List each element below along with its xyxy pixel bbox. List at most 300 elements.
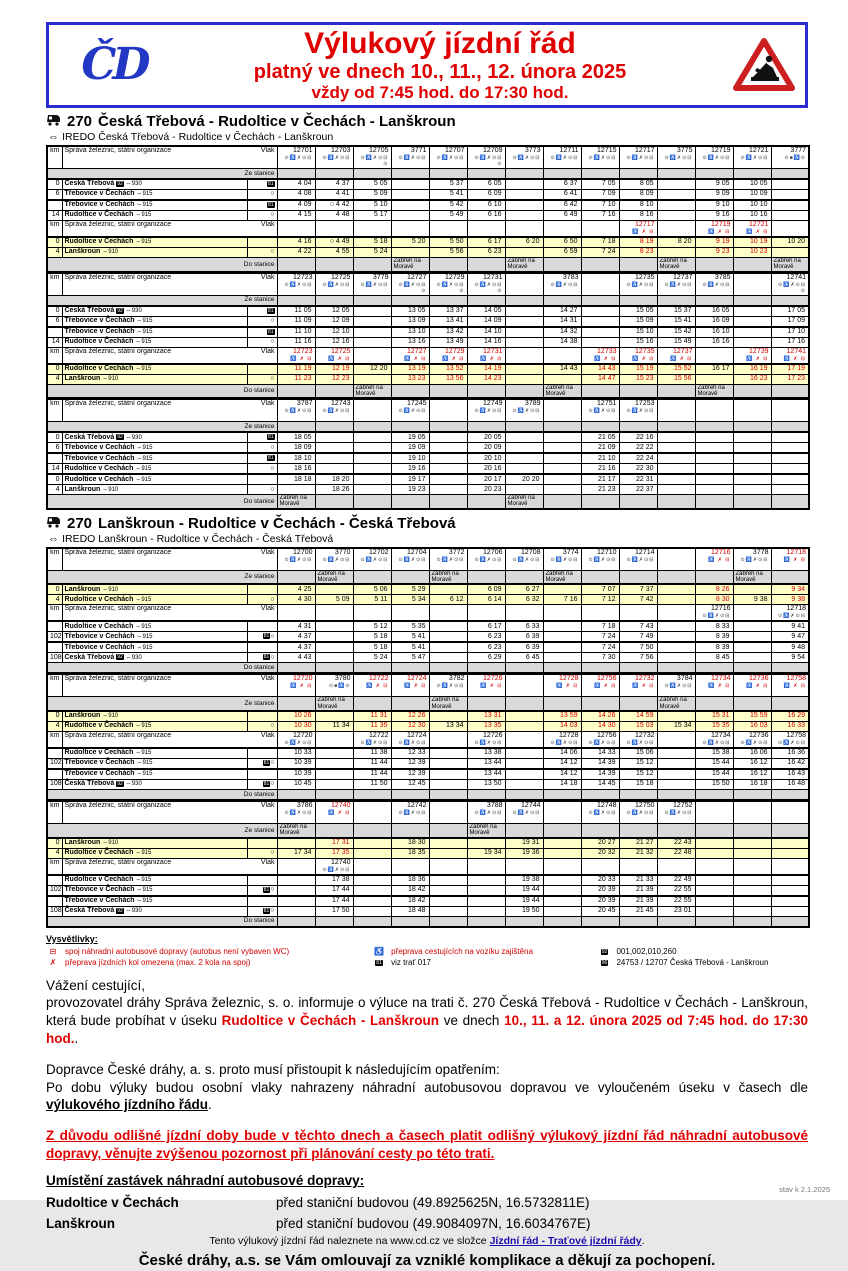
train-number-cell — [657, 731, 695, 748]
time-cell: 15 41 — [657, 316, 695, 327]
zone-cell — [429, 916, 467, 927]
time-cell — [315, 443, 353, 454]
station-cell: Rudoltice v Čechách ⇔915 — [62, 621, 247, 632]
time-cell: 13 09 — [391, 316, 429, 327]
zone-cell — [315, 258, 353, 272]
time-cell: 6 09 — [467, 584, 505, 595]
train-number-cell — [429, 399, 467, 422]
time-cell: 5 34 — [391, 595, 429, 605]
zone-cell — [505, 823, 543, 837]
timetable-folder-link[interactable]: Jízdní řád - Traťové jízdní řády — [489, 1235, 642, 1248]
zone-cell: Zábřeh na Moravě — [733, 570, 771, 584]
time-cell — [505, 200, 543, 211]
train-number-cell: 12703 ⊙♿✗⊙⊟ — [315, 146, 353, 169]
time-cell — [771, 474, 809, 485]
zone-cell — [391, 570, 429, 584]
time-cell — [505, 374, 543, 384]
warning-paragraph: Z důvodu odlišné jízdní doby bude v těchto dnech a časech platit odlišný výlukový jízdní řád náhradní autobusové dopravy, věnujte zvýšenou pozornost při plánování cesty po této trati. — [46, 1128, 808, 1162]
time-cell: 13 35 — [467, 721, 505, 731]
time-cell: 12 23 — [315, 374, 353, 384]
zone-cell — [695, 823, 733, 837]
zone-cell — [277, 916, 315, 927]
time-cell: 10 10 — [733, 200, 771, 211]
zone-cell: Zábřeh na Moravě — [277, 495, 315, 509]
time-cell — [543, 432, 581, 443]
time-cell: 11 16 — [277, 337, 315, 347]
time-cell — [505, 485, 543, 495]
station-cell: Česká Třebová 92 ⇔930 — [62, 653, 247, 663]
time-cell: 9 48 — [771, 642, 809, 653]
time-cell — [543, 642, 581, 653]
time-cell: 14 32 — [543, 327, 581, 338]
time-cell: 15 10 — [619, 327, 657, 338]
time-cell: 6 20 — [505, 237, 543, 248]
time-cell: 16 18 — [733, 779, 771, 789]
train-number-cell: 12702 ⊙♿✗⊙⊟ — [353, 548, 391, 571]
zone-cell — [467, 169, 505, 180]
org-header-label: Správa železnic, státní organizace Vlak — [62, 548, 277, 571]
time-cell: 7 09 — [581, 190, 619, 201]
time-cell: 16 29 — [771, 711, 809, 722]
zone-cell — [771, 422, 809, 433]
time-cell: 14 43 — [581, 364, 619, 375]
train-number-cell: 12723 ♿ ✗ ⊟ — [277, 347, 315, 364]
time-cell — [315, 642, 353, 653]
zone-cell — [429, 823, 467, 837]
time-cell: 6 32 — [505, 595, 543, 605]
km-cell: 14 — [47, 337, 62, 347]
symbol-cell — [247, 748, 277, 759]
symbol-cell: 81 — [247, 306, 277, 317]
time-cell — [467, 885, 505, 896]
zone-cell: Zábřeh na Moravě — [657, 258, 695, 272]
zone-cell — [543, 258, 581, 272]
time-cell: 23 01 — [657, 906, 695, 916]
org-header-label: Správa železnic, státní organizace Vlak — [62, 858, 277, 875]
zone-cell — [353, 169, 391, 180]
zone-label: Do stanice — [47, 384, 277, 398]
time-cell — [771, 179, 809, 190]
time-cell — [771, 838, 809, 849]
train-number-cell — [277, 858, 315, 875]
salutation: Vážení cestující, — [46, 977, 146, 993]
time-cell — [429, 779, 467, 789]
stop-desc: před staniční budovou (49.9084097N, 16.6034767E) — [276, 1215, 591, 1231]
zone-label: Ze stanice — [47, 422, 277, 433]
time-cell: 11 19 — [277, 364, 315, 375]
time-cell: 8 45 — [695, 653, 733, 663]
time-cell — [657, 711, 695, 722]
wheelchair-icon: ♿ — [374, 946, 385, 956]
time-cell: 18 18 — [277, 474, 315, 485]
time-cell — [543, 474, 581, 485]
km-cell: 108 — [47, 779, 62, 789]
zone-cell — [391, 169, 429, 180]
km-cell: 0 — [47, 432, 62, 443]
time-cell: 12 30 — [391, 721, 429, 731]
train-number-cell: 12716 ♿ ✗ ⊟ — [695, 548, 733, 571]
train-number-cell: 12748 ⊙♿✗⊙⊟ — [581, 801, 619, 824]
time-cell: 8 23 — [619, 248, 657, 258]
time-cell: 13 10 — [391, 327, 429, 338]
time-cell: 14 39 — [581, 758, 619, 769]
zone-cell — [771, 916, 809, 927]
time-cell: 19 38 — [505, 875, 543, 886]
time-cell: 21 09 — [581, 443, 619, 454]
train-number-cell: 12724 ♿ ✗ ⊟ — [391, 674, 429, 697]
time-cell — [695, 906, 733, 916]
time-cell: 13 41 — [429, 316, 467, 327]
time-cell: 16 16 — [695, 337, 733, 347]
page-title: Výlukový jízdní řád — [304, 27, 576, 61]
legend-badge81-text: viz trať 017 — [391, 957, 431, 967]
symbol-cell: 81○ — [247, 906, 277, 916]
time-cell: 17 19 — [771, 364, 809, 375]
time-cell: 20 39 — [581, 896, 619, 907]
time-cell: 19 05 — [391, 432, 429, 443]
time-cell — [505, 432, 543, 443]
zone-cell — [467, 495, 505, 509]
km-cell: 108 — [47, 653, 62, 663]
zone-cell: Zábřeh na Moravě — [429, 697, 467, 711]
zone-cell — [695, 169, 733, 180]
symbol-cell: ○ — [247, 337, 277, 347]
section-2-iredo — [48, 533, 808, 545]
station-cell: Třebovice v Čechách ⇔915 — [62, 896, 247, 907]
train-number-cell: 3782 ⊙♿✗⊙⊟ — [429, 674, 467, 697]
time-cell — [277, 838, 315, 849]
time-cell: 20 20 — [505, 474, 543, 485]
time-cell: 16 17 — [695, 364, 733, 375]
time-cell — [657, 190, 695, 201]
time-cell — [581, 306, 619, 317]
train-number-cell: 3772 ⊙♿✗⊙⊟ — [429, 548, 467, 571]
train-number-cell: 12725 ♿ ✗ ⊟ — [315, 347, 353, 364]
zone-cell — [353, 295, 391, 306]
time-cell — [543, 875, 581, 886]
time-cell: 6 23 — [467, 248, 505, 258]
time-cell — [733, 584, 771, 595]
train-number-cell: 12749 ⊙♿✗⊙⊟ — [467, 399, 505, 422]
km-header-label: km — [47, 273, 62, 296]
iredo-arrows-icon: ⇔ — [48, 131, 63, 143]
time-cell: 22 22 — [619, 443, 657, 454]
time-cell — [657, 779, 695, 789]
time-cell — [315, 632, 353, 643]
station-cell: Lanškroun ⇔910 — [62, 374, 247, 384]
train-number-cell: 12742 ⊙♿✗⊙⊟ — [391, 801, 429, 824]
zone-cell — [733, 495, 771, 509]
time-cell: 7 24 — [581, 642, 619, 653]
time-cell: 8 20 — [657, 237, 695, 248]
train-number-cell — [429, 731, 467, 748]
org-header-label: Správa železnic, státní organizace Vlak — [62, 221, 277, 238]
train-number-cell — [505, 347, 543, 364]
section-2-title — [46, 515, 808, 532]
train-number-cell — [771, 221, 809, 238]
time-cell: 8 39 — [695, 632, 733, 643]
time-cell — [581, 327, 619, 338]
time-cell: ○ 4 42 — [315, 200, 353, 211]
bike-restricted-icon: ✗ — [49, 957, 57, 967]
time-cell: 14 12 — [543, 769, 581, 780]
time-cell — [429, 443, 467, 454]
time-cell: 11 44 — [353, 769, 391, 780]
train-number-cell — [733, 605, 771, 622]
train-number-cell: 3780 ⊙■♿⊙ — [315, 674, 353, 697]
time-cell — [543, 464, 581, 475]
zone-cell — [505, 384, 543, 398]
time-cell — [657, 621, 695, 632]
km-header-label: km — [47, 731, 62, 748]
timetable-1-block-3 — [46, 398, 810, 510]
time-cell: 19 23 — [391, 485, 429, 495]
time-cell: 6 39 — [505, 632, 543, 643]
train-number-cell: 12719 ♿ ✗ ⊟ — [695, 221, 733, 238]
km-cell: 102 — [47, 885, 62, 896]
time-cell — [733, 327, 771, 338]
time-cell — [543, 632, 581, 643]
time-cell: 5 18 — [353, 237, 391, 248]
time-cell: 16 09 — [695, 316, 733, 327]
zone-cell — [657, 169, 695, 180]
km-cell: 0 — [47, 364, 62, 375]
time-cell: 18 42 — [391, 896, 429, 907]
stop-name: Rudoltice v Čechách — [46, 1194, 179, 1210]
time-cell: 14 47 — [581, 374, 619, 384]
time-cell — [429, 432, 467, 443]
km-header-label: km — [47, 605, 62, 622]
zone-cell — [771, 697, 809, 711]
train-number-cell: 12700 ⊙♿✗⊙⊟ — [277, 548, 315, 571]
time-cell: 4 08 — [277, 190, 315, 201]
time-cell: 6 05 — [467, 179, 505, 190]
time-cell: 17 50 — [315, 906, 353, 916]
train-number-cell — [695, 801, 733, 824]
time-cell: 11 34 — [315, 721, 353, 731]
train-number-cell: 12758 ♿ ✗ ⊟ — [771, 674, 809, 697]
zone-cell — [771, 789, 809, 800]
train-number-cell: 12756 ⊙♿✗⊙⊟ — [581, 731, 619, 748]
km-header-label: km — [47, 146, 62, 169]
zone-cell — [505, 697, 543, 711]
time-cell: 22 55 — [657, 896, 695, 907]
zone-cell — [467, 570, 505, 584]
time-cell — [657, 464, 695, 475]
time-cell — [429, 758, 467, 769]
time-cell: 5 09 — [353, 190, 391, 201]
zone-cell — [581, 422, 619, 433]
symbol-cell — [247, 642, 277, 653]
time-cell: 4 25 — [277, 584, 315, 595]
zone-cell: Zábřeh na Moravě — [505, 258, 543, 272]
train-number-cell — [581, 273, 619, 296]
zone-cell — [505, 789, 543, 800]
zone-label: Ze stanice — [47, 823, 277, 837]
zone-cell — [581, 258, 619, 272]
time-cell: 13 05 — [391, 306, 429, 317]
time-cell: 15 37 — [657, 306, 695, 317]
time-cell: 17 23 — [771, 374, 809, 384]
time-cell — [467, 875, 505, 886]
time-cell: 19 36 — [505, 848, 543, 858]
time-cell: 16 36 — [771, 748, 809, 759]
symbol-cell: 81 — [247, 327, 277, 338]
km-cell: 0 — [47, 306, 62, 317]
time-cell: 8 30 — [695, 595, 733, 605]
station-cell: Třebovice v Čechách ⇔915 — [62, 443, 247, 454]
time-cell: 4 43 — [277, 653, 315, 663]
train-number-cell — [467, 605, 505, 622]
time-cell: 22 16 — [619, 432, 657, 443]
train-number-cell: 12736 ⊙♿✗⊙⊟ — [733, 731, 771, 748]
time-cell: 13 49 — [429, 337, 467, 347]
time-cell: 14 30 — [581, 721, 619, 731]
train-number-cell: 3777 ⊙■♿⊙ — [771, 146, 809, 169]
time-cell: 15 03 — [619, 721, 657, 731]
time-cell — [657, 485, 695, 495]
closure-dates: 10., 11. a 12. února 2025 od 7:45 hod. do 17:30 hod. — [46, 1013, 808, 1046]
org-header-label: Správa železnic, státní organizace Vlak — [62, 347, 277, 364]
time-cell: 5 20 — [391, 237, 429, 248]
train-number-cell: 3779 ⊙♿✗⊙⊟ — [353, 273, 391, 296]
station-cell: Třebovice v Čechách ⇔915 — [62, 200, 247, 211]
zone-cell — [581, 570, 619, 584]
km-cell: 14 — [47, 464, 62, 475]
time-cell — [277, 906, 315, 916]
closed-segment: Rudoltice v Čechách - Lanškroun — [221, 1013, 440, 1029]
station-cell: Rudoltice v Čechách ⇔915 — [62, 848, 247, 858]
time-cell: 9 34 — [771, 584, 809, 595]
time-cell — [429, 642, 467, 653]
symbol-cell: ○ — [247, 248, 277, 258]
time-cell: 7 07 — [581, 584, 619, 595]
zone-cell — [391, 789, 429, 800]
time-cell — [695, 848, 733, 858]
train-number-cell — [619, 858, 657, 875]
time-cell: 7 10 — [581, 200, 619, 211]
org-header-label: Správa železnic, státní organizace Vlak — [62, 399, 277, 422]
zone-cell — [733, 789, 771, 800]
symbol-cell: ○ — [247, 595, 277, 605]
time-cell: 11 31 — [353, 711, 391, 722]
zone-cell — [353, 422, 391, 433]
legend — [46, 934, 808, 967]
time-cell — [353, 453, 391, 464]
zone-cell — [391, 823, 429, 837]
train-number-cell: 12729 ♿ ✗ ⊟ — [429, 347, 467, 364]
zone-cell — [543, 422, 581, 433]
time-cell — [277, 896, 315, 907]
train-number-cell: 3771 ⊙♿✗⊙⊟ — [391, 146, 429, 169]
train-number-cell: 12734 ⊙♿✗⊙⊟ — [695, 731, 733, 748]
zone-cell — [543, 823, 581, 837]
train-number-cell: 12721 ⊙♿✗⊙⊟ — [733, 146, 771, 169]
zone-cell: Zábřeh na Moravě — [771, 258, 809, 272]
symbol-cell: 81 — [247, 200, 277, 211]
km-cell: 4 — [47, 248, 62, 258]
time-cell — [505, 779, 543, 789]
time-cell — [353, 485, 391, 495]
time-cell — [733, 848, 771, 858]
time-cell — [391, 190, 429, 201]
station-cell: Rudoltice v Čechách ⇔915 — [62, 464, 247, 475]
zone-cell — [277, 169, 315, 180]
time-cell: 16 06 — [733, 748, 771, 759]
time-cell: 5 06 — [353, 584, 391, 595]
time-cell: 6 23 — [467, 632, 505, 643]
time-cell — [543, 443, 581, 454]
time-cell: 22 24 — [619, 453, 657, 464]
symbol-cell — [247, 769, 277, 780]
time-cell: 19 09 — [391, 443, 429, 454]
time-cell: 15 50 — [695, 779, 733, 789]
time-cell: 15 16 — [619, 337, 657, 347]
time-cell: 5 42 — [429, 200, 467, 211]
symbol-cell: 81 — [247, 453, 277, 464]
time-cell: 10 23 — [733, 248, 771, 258]
station-cell: Česká Třebová 92 ⇔930 — [62, 432, 247, 443]
train-number-cell — [277, 221, 315, 238]
time-cell: 17 31 — [315, 838, 353, 849]
train-number-cell: 12732 ♿ ✗ ⊟ — [619, 674, 657, 697]
time-cell: 17 44 — [315, 896, 353, 907]
time-cell — [429, 769, 467, 780]
zone-cell — [619, 258, 657, 272]
train-number-cell: 12715 ⊙♿✗⊙⊟ — [581, 146, 619, 169]
time-cell — [467, 838, 505, 849]
time-cell: 21 23 — [581, 485, 619, 495]
time-cell: 15 23 — [619, 374, 657, 384]
time-cell: 5 24 — [353, 248, 391, 258]
time-cell: 8 19 — [619, 237, 657, 248]
time-cell: 8 09 — [619, 190, 657, 201]
time-cell: 4 48 — [315, 211, 353, 221]
time-cell: 11 05 — [277, 306, 315, 317]
time-cell — [353, 443, 391, 454]
time-cell: 12 20 — [353, 364, 391, 375]
train-icon — [46, 113, 61, 130]
time-cell: 14 12 — [543, 758, 581, 769]
legend-bus-text: spoj náhradní autobusové dopravy (autobus není vybaven WC) — [65, 946, 290, 956]
train-number-cell: 12751 ⊙♿✗⊙⊟ — [581, 399, 619, 422]
zone-cell — [695, 663, 733, 674]
zone-cell: Zábřeh na Moravě — [429, 570, 467, 584]
zone-cell — [657, 384, 695, 398]
zone-cell — [543, 295, 581, 306]
time-cell: 7 12 — [581, 595, 619, 605]
train-number-cell: 12740 ⊙♿✗⊙⊟ — [315, 858, 353, 875]
apology-line: České dráhy, a.s. se Vám omlouvají za vzniklé komplikace a děkují za pochopení. — [138, 1252, 716, 1270]
zone-cell — [771, 570, 809, 584]
stop-row — [46, 1194, 808, 1212]
time-cell — [315, 621, 353, 632]
station-cell: Rudoltice v Čechách ⇔915 — [62, 875, 247, 886]
km-cell: 14 — [47, 211, 62, 221]
train-number-cell: 12728 ⊙♿✗⊙⊟ — [543, 731, 581, 748]
km-cell: 6 — [47, 190, 62, 201]
time-cell: 12 10 — [315, 327, 353, 338]
train-number-cell: 12706 ⊙♿✗⊙⊟ — [467, 548, 505, 571]
symbol-cell: ○ — [247, 190, 277, 201]
time-cell — [353, 838, 391, 849]
zone-cell — [353, 789, 391, 800]
train-number-cell: 12718 ♿ ✗ ⊟ — [771, 548, 809, 571]
station-cell: Rudoltice v Čechách ⇔915 — [62, 595, 247, 605]
time-cell: 4 09 — [277, 200, 315, 211]
time-cell — [771, 248, 809, 258]
time-cell — [771, 875, 809, 886]
